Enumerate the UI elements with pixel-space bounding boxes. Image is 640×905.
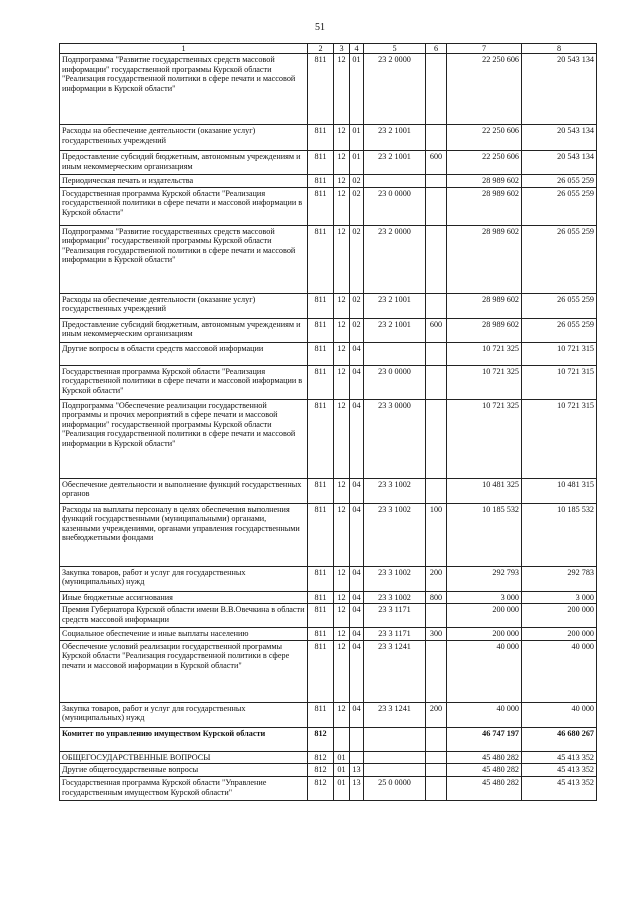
cell-sum-year-2: 45 413 352	[522, 764, 597, 777]
cell-name: Закупка товаров, работ и услуг для государственных (муниципальных) нужд	[60, 702, 308, 727]
cell-sum-year-2: 26 055 259	[522, 293, 597, 318]
table-row	[60, 225, 597, 293]
cell-subsection-code	[350, 727, 364, 751]
cell-sum-year-1: 10 721 325	[447, 399, 522, 478]
table-row	[60, 54, 597, 125]
cell-ministry-code: 811	[308, 628, 334, 641]
cell-name: Обеспечение условий реализации государственной программы Курской области "Реализация государственной политики в сфере печати и массовой информации в Курской области"	[60, 640, 308, 702]
cell-subsection-code: 01	[350, 54, 364, 125]
cell-sum-year-2: 20 543 134	[522, 151, 597, 175]
table-header-row	[60, 44, 597, 54]
column-header: 3	[334, 44, 350, 54]
page-number: 51	[315, 22, 325, 33]
cell-subsection-code: 02	[350, 318, 364, 342]
table-row	[60, 293, 597, 318]
cell-name: Подпрограмма "Развитие государственных средств массовой информации" государственной программы Курской области "Реализация государственной политики в сфере печати и массовой информации в Курской области"	[60, 225, 308, 293]
cell-sum-year-2: 20 543 134	[522, 125, 597, 151]
cell-expense-type: 300	[426, 628, 447, 641]
cell-sum-year-1: 45 480 282	[447, 764, 522, 777]
cell-section-code	[334, 727, 350, 751]
cell-sum-year-2: 40 000	[522, 702, 597, 727]
cell-target-article: 23 0 0000	[364, 365, 426, 399]
cell-ministry-code: 811	[308, 175, 334, 188]
cell-expense-type: 100	[426, 503, 447, 566]
cell-name: Другие общегосударственные вопросы	[60, 764, 308, 777]
cell-sum-year-1: 45 480 282	[447, 751, 522, 764]
table-row	[60, 151, 597, 175]
cell-sum-year-2: 26 055 259	[522, 187, 597, 225]
cell-ministry-code: 811	[308, 591, 334, 604]
cell-name: Государственная программа Курской области "Управление государственным имуществом Курской области"	[60, 776, 308, 800]
cell-name: Социальное обеспечение и иные выплаты населению	[60, 628, 308, 641]
cell-section-code: 12	[334, 365, 350, 399]
cell-sum-year-1: 45 480 282	[447, 776, 522, 800]
cell-sum-year-2: 10 721 315	[522, 365, 597, 399]
cell-sum-year-2: 46 680 267	[522, 727, 597, 751]
cell-name: Комитет по управлению имуществом Курской области	[60, 727, 308, 751]
cell-ministry-code: 811	[308, 365, 334, 399]
cell-target-article: 23 2 1001	[364, 293, 426, 318]
cell-section-code: 12	[334, 125, 350, 151]
cell-sum-year-1: 28 989 602	[447, 187, 522, 225]
table-row	[60, 175, 597, 188]
cell-name: Премия Губернатора Курской области имени В.В.Овечкина в области средств массовой информации	[60, 604, 308, 628]
cell-sum-year-1: 28 989 602	[447, 175, 522, 188]
cell-sum-year-1: 200 000	[447, 604, 522, 628]
cell-subsection-code: 04	[350, 503, 364, 566]
cell-subsection-code: 02	[350, 175, 364, 188]
cell-sum-year-1: 28 989 602	[447, 225, 522, 293]
table-row	[60, 503, 597, 566]
cell-subsection-code: 04	[350, 702, 364, 727]
cell-name: Подпрограмма "Обеспечение реализации государственной программы и прочих мероприятий в сфере печати и массовой информации" государственной программы Курской области "Реализация государственной политики в сфере печати и массовой информации в Курской области"	[60, 399, 308, 478]
cell-section-code: 12	[334, 702, 350, 727]
cell-target-article: 23 3 1241	[364, 640, 426, 702]
cell-section-code: 12	[334, 640, 350, 702]
cell-ministry-code: 811	[308, 342, 334, 365]
cell-sum-year-2: 45 413 352	[522, 751, 597, 764]
cell-subsection-code: 04	[350, 399, 364, 478]
cell-expense-type	[426, 751, 447, 764]
cell-expense-type: 800	[426, 591, 447, 604]
cell-expense-type	[426, 54, 447, 125]
cell-target-article	[364, 751, 426, 764]
cell-sum-year-2: 10 185 532	[522, 503, 597, 566]
cell-ministry-code: 811	[308, 604, 334, 628]
cell-target-article: 23 3 1241	[364, 702, 426, 727]
cell-sum-year-2: 200 000	[522, 604, 597, 628]
cell-expense-type	[426, 604, 447, 628]
cell-section-code: 12	[334, 399, 350, 478]
cell-name: Другие вопросы в области средств массовой информации	[60, 342, 308, 365]
cell-target-article: 23 3 0000	[364, 399, 426, 478]
cell-ministry-code: 811	[308, 151, 334, 175]
cell-sum-year-1: 28 989 602	[447, 318, 522, 342]
table-row	[60, 566, 597, 591]
cell-sum-year-2: 200 000	[522, 628, 597, 641]
table-row	[60, 751, 597, 764]
cell-sum-year-1: 3 000	[447, 591, 522, 604]
cell-ministry-code: 811	[308, 478, 334, 503]
cell-target-article: 23 3 1171	[364, 628, 426, 641]
cell-name: Государственная программа Курской области "Реализация государственной политики в сфере печати и массовой информации в Курской области"	[60, 365, 308, 399]
cell-sum-year-1: 22 250 606	[447, 54, 522, 125]
cell-expense-type	[426, 399, 447, 478]
column-header: 6	[426, 44, 447, 54]
cell-section-code: 12	[334, 175, 350, 188]
cell-sum-year-2: 26 055 259	[522, 225, 597, 293]
cell-section-code: 12	[334, 318, 350, 342]
cell-sum-year-1: 22 250 606	[447, 125, 522, 151]
cell-sum-year-2: 40 000	[522, 640, 597, 702]
cell-target-article	[364, 175, 426, 188]
cell-subsection-code: 04	[350, 478, 364, 503]
cell-section-code: 12	[334, 566, 350, 591]
cell-subsection-code: 04	[350, 640, 364, 702]
cell-ministry-code: 811	[308, 293, 334, 318]
table-row	[60, 342, 597, 365]
cell-sum-year-2: 3 000	[522, 591, 597, 604]
cell-target-article: 23 3 1002	[364, 478, 426, 503]
cell-name: Иные бюджетные ассигнования	[60, 591, 308, 604]
cell-subsection-code: 04	[350, 604, 364, 628]
cell-target-article: 23 3 1002	[364, 503, 426, 566]
cell-sum-year-2: 10 721 315	[522, 342, 597, 365]
cell-target-article	[364, 342, 426, 365]
cell-sum-year-2: 292 783	[522, 566, 597, 591]
cell-ministry-code: 812	[308, 776, 334, 800]
cell-ministry-code: 811	[308, 187, 334, 225]
cell-sum-year-1: 10 721 325	[447, 365, 522, 399]
cell-section-code: 01	[334, 764, 350, 777]
cell-expense-type: 600	[426, 318, 447, 342]
cell-sum-year-1: 22 250 606	[447, 151, 522, 175]
cell-expense-type: 200	[426, 566, 447, 591]
cell-section-code: 12	[334, 225, 350, 293]
cell-target-article: 23 2 0000	[364, 225, 426, 293]
cell-section-code: 12	[334, 604, 350, 628]
table-row	[60, 604, 597, 628]
cell-section-code: 12	[334, 54, 350, 125]
cell-target-article: 25 0 0000	[364, 776, 426, 800]
cell-section-code: 12	[334, 478, 350, 503]
cell-expense-type	[426, 125, 447, 151]
cell-target-article: 23 2 1001	[364, 125, 426, 151]
cell-expense-type	[426, 764, 447, 777]
cell-subsection-code: 02	[350, 187, 364, 225]
cell-expense-type	[426, 365, 447, 399]
cell-expense-type: 600	[426, 151, 447, 175]
cell-sum-year-1: 46 747 197	[447, 727, 522, 751]
table-row	[60, 125, 597, 151]
cell-ministry-code: 812	[308, 727, 334, 751]
cell-ministry-code: 812	[308, 751, 334, 764]
table-row	[60, 727, 597, 751]
cell-name: Государственная программа Курской области "Реализация государственной политики в сфере печати и массовой информации в Курской области"	[60, 187, 308, 225]
cell-target-article: 23 2 1001	[364, 151, 426, 175]
table-row	[60, 776, 597, 800]
column-header: 1	[60, 44, 308, 54]
cell-name: Подпрограмма "Развитие государственных средств массовой информации" государственной программы Курской области "Реализация государственной политики в сфере печати и массовой информации в Курской области"	[60, 54, 308, 125]
table-row	[60, 628, 597, 641]
table-row	[60, 640, 597, 702]
cell-ministry-code: 811	[308, 125, 334, 151]
cell-target-article: 23 0 0000	[364, 187, 426, 225]
cell-name: Закупка товаров, работ и услуг для государственных (муниципальных) нужд	[60, 566, 308, 591]
cell-ministry-code: 812	[308, 764, 334, 777]
cell-name: Обеспечение деятельности и выполнение функций государственных органов	[60, 478, 308, 503]
cell-sum-year-1: 28 989 602	[447, 293, 522, 318]
cell-name: Расходы на обеспечение деятельности (оказание услуг) государственных учреждений	[60, 293, 308, 318]
cell-sum-year-1: 292 793	[447, 566, 522, 591]
cell-subsection-code: 01	[350, 125, 364, 151]
cell-subsection-code: 04	[350, 591, 364, 604]
cell-sum-year-2: 45 413 352	[522, 776, 597, 800]
cell-target-article: 23 3 1002	[364, 591, 426, 604]
cell-subsection-code: 04	[350, 342, 364, 365]
cell-section-code: 12	[334, 591, 350, 604]
cell-sum-year-2: 26 055 259	[522, 318, 597, 342]
budget-table	[59, 43, 597, 801]
cell-target-article	[364, 764, 426, 777]
column-header: 8	[522, 44, 597, 54]
cell-name: Предоставление субсидий бюджетным, автономным учреждениям и иным некоммерческим организациям	[60, 151, 308, 175]
table-row	[60, 318, 597, 342]
cell-target-article: 23 2 1001	[364, 318, 426, 342]
table-row	[60, 399, 597, 478]
cell-subsection-code: 13	[350, 764, 364, 777]
cell-ministry-code: 811	[308, 399, 334, 478]
cell-expense-type	[426, 727, 447, 751]
cell-ministry-code: 811	[308, 566, 334, 591]
cell-ministry-code: 811	[308, 54, 334, 125]
cell-ministry-code: 811	[308, 503, 334, 566]
cell-expense-type	[426, 640, 447, 702]
cell-sum-year-1: 200 000	[447, 628, 522, 641]
cell-target-article: 23 3 1002	[364, 566, 426, 591]
cell-expense-type	[426, 293, 447, 318]
table-row	[60, 365, 597, 399]
table-row	[60, 591, 597, 604]
cell-section-code: 12	[334, 503, 350, 566]
cell-subsection-code: 01	[350, 151, 364, 175]
column-header: 2	[308, 44, 334, 54]
cell-name: Расходы на обеспечение деятельности (оказание услуг) государственных учреждений	[60, 125, 308, 151]
table-row	[60, 478, 597, 503]
cell-expense-type	[426, 225, 447, 293]
cell-subsection-code: 04	[350, 566, 364, 591]
cell-expense-type	[426, 187, 447, 225]
cell-subsection-code: 04	[350, 628, 364, 641]
cell-sum-year-2: 10 721 315	[522, 399, 597, 478]
cell-sum-year-1: 40 000	[447, 640, 522, 702]
cell-name: ОБЩЕГОСУДАРСТВЕННЫЕ ВОПРОСЫ	[60, 751, 308, 764]
cell-ministry-code: 811	[308, 702, 334, 727]
column-header: 5	[364, 44, 426, 54]
cell-subsection-code: 02	[350, 293, 364, 318]
cell-section-code: 12	[334, 293, 350, 318]
cell-sum-year-2: 26 055 259	[522, 175, 597, 188]
cell-sum-year-2: 10 481 315	[522, 478, 597, 503]
cell-sum-year-1: 10 481 325	[447, 478, 522, 503]
cell-expense-type	[426, 342, 447, 365]
cell-section-code: 01	[334, 751, 350, 764]
column-header: 7	[447, 44, 522, 54]
cell-ministry-code: 811	[308, 225, 334, 293]
cell-section-code: 12	[334, 628, 350, 641]
cell-expense-type	[426, 776, 447, 800]
column-header: 4	[350, 44, 364, 54]
cell-section-code: 01	[334, 776, 350, 800]
cell-name: Периодическая печать и издательства	[60, 175, 308, 188]
cell-section-code: 12	[334, 151, 350, 175]
cell-sum-year-1: 10 721 325	[447, 342, 522, 365]
cell-subsection-code: 04	[350, 365, 364, 399]
cell-ministry-code: 811	[308, 640, 334, 702]
cell-name: Предоставление субсидий бюджетным, автономным учреждениям и иным некоммерческим организациям	[60, 318, 308, 342]
cell-target-article: 23 2 0000	[364, 54, 426, 125]
cell-ministry-code: 811	[308, 318, 334, 342]
table-row	[60, 702, 597, 727]
cell-sum-year-1: 10 185 532	[447, 503, 522, 566]
cell-sum-year-2: 20 543 134	[522, 54, 597, 125]
cell-target-article	[364, 727, 426, 751]
table-row	[60, 764, 597, 777]
cell-section-code: 12	[334, 342, 350, 365]
cell-section-code: 12	[334, 187, 350, 225]
cell-subsection-code: 13	[350, 776, 364, 800]
cell-expense-type	[426, 175, 447, 188]
table-row	[60, 187, 597, 225]
cell-expense-type: 200	[426, 702, 447, 727]
cell-name: Расходы на выплаты персоналу в целях обеспечения выполнения функций государственными (муниципальными) органами, казенными учреждениями, органами управления государственными внебюджетными фондами	[60, 503, 308, 566]
cell-target-article: 23 3 1171	[364, 604, 426, 628]
cell-sum-year-1: 40 000	[447, 702, 522, 727]
cell-subsection-code: 02	[350, 225, 364, 293]
cell-subsection-code	[350, 751, 364, 764]
cell-expense-type	[426, 478, 447, 503]
